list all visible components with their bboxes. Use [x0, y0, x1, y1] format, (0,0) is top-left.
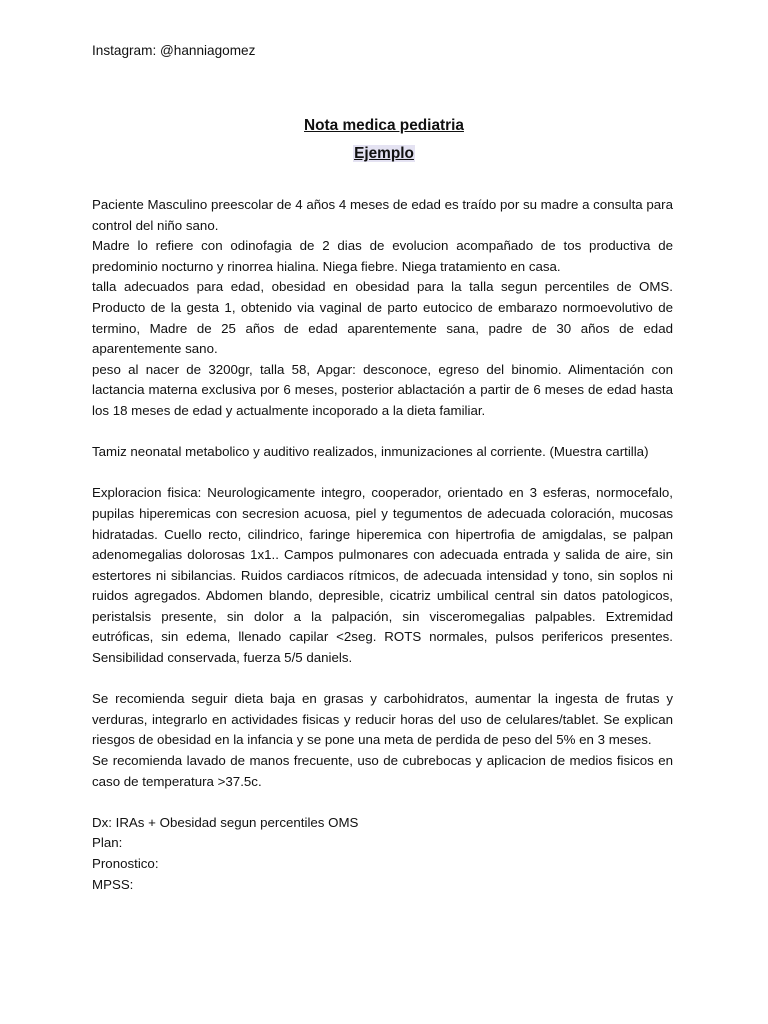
spacer [92, 792, 673, 813]
document-subtitle-wrap [0, 143, 768, 165]
paragraph-recommendations-diet: Se recomienda seguir dieta baja en grasas y carbohidratos, aumentar la ingesta de frutas y verduras, integrarlo en actividades fisicas y reducir horas del uso de celulares/tablet. Se explican riesgos de obesidad en la infancia y se pone una meta de perdida de peso del 5% en 3 meses. [92, 691, 673, 748]
plan-line: Plan: [92, 835, 123, 851]
diagnosis-line: Dx: IRAs + Obesidad segun percentiles OMS [92, 814, 359, 830]
instagram-handle: Instagram: @hanniagomez [92, 43, 256, 58]
spacer [92, 463, 673, 484]
paragraph-physical-exam: Exploracion fisica: Neurologicamente integro, cooperador, orientado en 3 esferas, normocefalo, pupilas hiperemicas con secresion acuosa, piel y tegumentos de adecuada coloración, mucosas hidratadas. Cuello recto, cilindrico, faringe hiperemica con hipertrofia de amigdalas, se palpan adenomegalias dolorosas 1x1.. Campos pulmonares con adecuada entrada y salida de aire, sin estertores ni sibilancias. Ruidos cardiacos rítmicos, de adecuada intensidad y tono, sin soplos ni ruidos agregados. Abdomen blando, depresible, cicatriz umbilical central sin datos patologicos, peristalsis presente, sin dolor a la palpación, sin visceromegalias palpables. Extremidad eutróficas, sin edema, llenado capilar <2seg. ROTS normales, pulsos perifericos presentes. Sensibilidad conservada, fuerza 5/5 daniels. [92, 485, 673, 666]
paragraph-birth-feeding: peso al nacer de 3200gr, talla 58, Apgar: desconoce, egreso del binomio. Alimentación con lactancia materna exclusiva por 6 meses, posterior ablactación a partir de 6 meses de edad hasta los 18 meses de edad y actualmente incoporado a la dieta familiar. [92, 361, 673, 418]
paragraph-chief-complaint: Madre lo refiere con odinofagia de 2 dias de evolucion acompañado de tos productiva de predominio nocturno y rinorrea hialina. Niega fiebre. Niega tratamiento en casa. [92, 238, 673, 274]
paragraph-patient-intro: Paciente Masculino preescolar de 4 años 4 meses de edad es traído por su madre a consulta para control del niño sano. [92, 197, 673, 233]
spacer [92, 422, 673, 443]
paragraph-growth-history: talla adecuados para edad, obesidad en obesidad para la talla segun percentiles de OMS. Producto de la gesta 1, obtenido via vaginal de parto eutocico de embarazo normoevolutivo de termino, Madre de 25 años de edad aparentemente sana, padre de 30 años de edad aparentemente sano. [92, 279, 673, 357]
note-body [92, 195, 673, 895]
prognosis-line: Pronostico: [92, 856, 159, 871]
mpss-line: MPSS: [92, 876, 134, 892]
document-title: Nota medica pediatria [304, 117, 464, 134]
document-subtitle: Ejemplo [354, 145, 414, 162]
spacer [92, 669, 673, 690]
paragraph-recommendations-hygiene: Se recomienda lavado de manos frecuente, uso de cubrebocas y aplicacion de medios fisicos en caso de temperatura >37.5c. [92, 753, 673, 789]
paragraph-screening: Tamiz neonatal metabolico y auditivo realizados, inmunizaciones al corriente. (Muestra cartilla) [92, 444, 649, 460]
